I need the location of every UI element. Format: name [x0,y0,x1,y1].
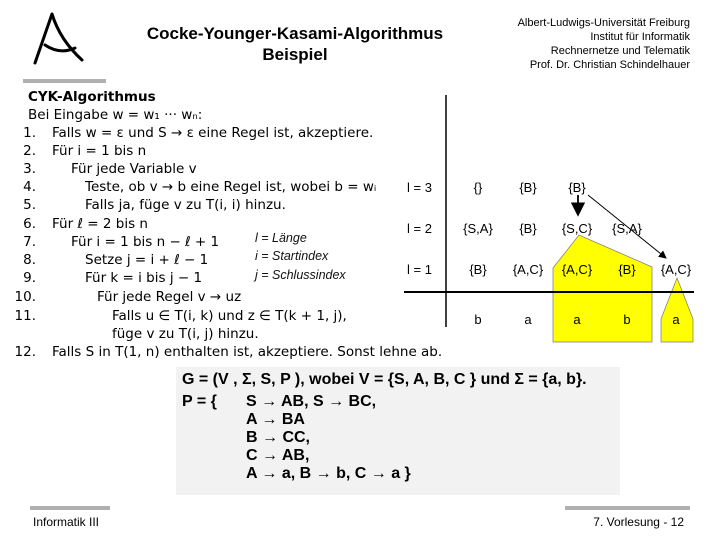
line-number: 4. [23,179,36,195]
note-length: l = Länge [255,231,307,245]
grammar-definition: G = (V , Σ, S, P ), wobei V = {S, A, B, C } und Σ = {a, b}. [182,371,587,388]
input-symbol: a [573,312,581,327]
footer-left-divider [30,506,110,510]
input-symbol: b [623,312,631,327]
algorithm-line: Teste, ob v → b eine Regel ist, wobei b = wᵢ [85,179,377,195]
productions-label: P = { [182,393,217,410]
algorithm-line: Falls S in T(1, n) enthalten ist, akzeptiere. Sonst lehne ab. [52,344,443,360]
table-cell: {S,C} [561,221,593,236]
department-name: Rechnernetze und Telematik [550,45,690,57]
table-cell: {S,A} [612,221,642,236]
title-line-1: Cocke-Younger-Kasami-Algorithmus [146,24,444,43]
input-symbol: a [672,312,680,327]
algorithm-line: füge v zu T(i, j) hinzu. [112,326,259,342]
algorithm-line: Für i = 1 bis n [52,143,147,159]
algorithm-line: Falls ja, füge v zu T(i, i) hinzu. [85,197,286,213]
line-number: 5. [23,197,36,213]
line-number: 11. [14,308,36,324]
table-cell: {B} [519,221,537,236]
table-cell: {A,C} [561,262,593,277]
line-number: 3. [23,161,36,177]
table-cell: {B} [618,262,636,277]
table-cell: {A,C} [512,262,544,277]
professor-name: Prof. Dr. Christian Schindelhauer [529,59,690,71]
algorithm-line: Für i = 1 bis n − ℓ + 1 [71,234,220,250]
note-endindex: j = Schlussindex [255,268,346,282]
algorithm-line: Falls u ∈ T(i, k) und z ∈ T(k + 1, j), [112,308,347,324]
note-startindex: i = Startindex [255,249,329,263]
line-number: 8. [23,252,36,268]
input-symbol: a [524,312,532,327]
grammar-box [176,367,620,495]
algorithm-line: Setze j = i + ℓ − 1 [85,252,209,268]
row-label: l = 1 [407,262,432,277]
algorithm-line: Für ℓ = 2 bis n [52,216,148,232]
production-rule: S → AB, S → BC, [246,393,377,410]
row-label: l = 2 [407,221,432,236]
table-cell: {B} [469,262,487,277]
table-cell: {} [473,180,483,195]
institute-name: Institut für Informatik [590,31,690,43]
line-number: 12. [14,344,36,360]
line-number: 10. [14,289,36,305]
line-number: 9. [23,270,36,286]
algorithm-line: Für jede Regel v → uz [97,289,242,305]
algorithm-intro: Bei Eingabe w = w₁ ··· wₙ: [28,107,203,123]
line-number: 1. [23,125,36,141]
row-label: l = 3 [407,180,432,195]
line-number: 2. [23,143,36,159]
algorithm-line: Für jede Variable v [71,161,197,177]
footer-right-divider [565,506,690,510]
course-name: Informatik III [33,515,100,529]
table-cell: {B} [519,180,537,195]
table-cell: {A,C} [660,262,692,277]
university-name: Albert-Ludwigs-Universität Freiburg [517,17,690,29]
highlight-region-1 [553,235,652,342]
slide-number: 7. Vorlesung - 12 [593,515,684,529]
production-rule: A → BA [246,411,305,428]
production-rule: C → AB, [246,447,310,464]
highlight-region-2 [661,278,693,342]
algorithm-line: Falls w = ε und S → ε eine Regel ist, akzeptiere. [52,125,374,141]
title-line-2: Beispiel [262,45,328,64]
table-cell: {S,A} [463,221,493,236]
line-number: 6. [23,216,36,232]
line-number: 7. [23,234,36,250]
algorithm-line: Für k = i bis j − 1 [85,270,203,286]
table-cell: {B} [568,180,586,195]
production-rule: B → CC, [246,429,310,446]
production-rule: A → a, B → b, C → a } [246,465,411,482]
algorithm-heading: CYK-Algorithmus [28,89,156,105]
input-symbol: b [474,312,482,327]
